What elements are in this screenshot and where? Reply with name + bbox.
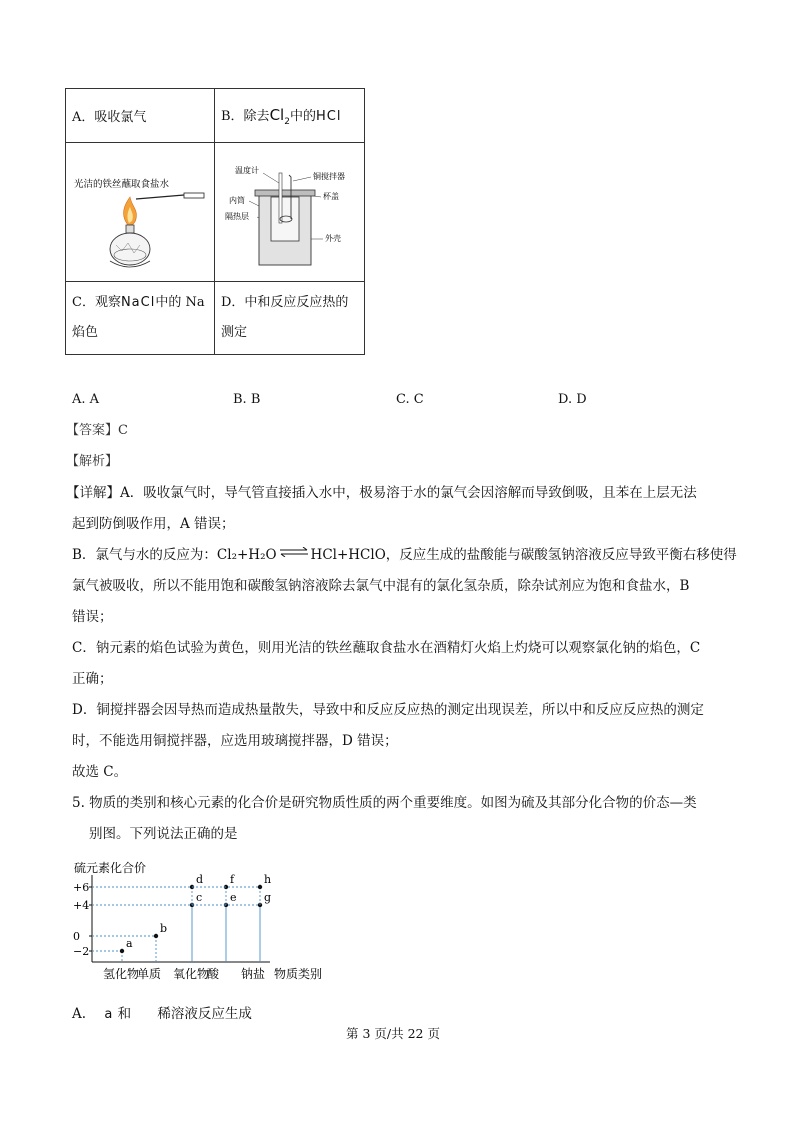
choice-b[interactable]: B. B bbox=[233, 392, 261, 407]
chart-point-label: g bbox=[264, 891, 272, 904]
chart-point-label: e bbox=[230, 891, 237, 904]
option-c-cell bbox=[66, 282, 215, 355]
chart-y-tick-label: −2 bbox=[73, 945, 90, 958]
chart-category-label: 钠盐 bbox=[241, 967, 266, 981]
choice-c[interactable]: C. C bbox=[396, 392, 424, 407]
chart-point-label: c bbox=[196, 891, 203, 904]
chart-point-label: f bbox=[230, 873, 235, 886]
flame-test-caption: 光洁的铁丝蘸取食盐水 bbox=[74, 179, 170, 190]
chart-point-label: h bbox=[264, 873, 272, 886]
svg-text:温度计: 温度计 bbox=[235, 166, 259, 175]
svg-text:外壳: 外壳 bbox=[325, 234, 341, 243]
answer-line: 【答案】C bbox=[66, 423, 128, 438]
analysis-line-2: 起到防倒吸作用，A 错误； bbox=[72, 516, 235, 532]
chart-point bbox=[258, 885, 262, 889]
chart-category-label: 氢化物 bbox=[103, 967, 140, 981]
chart-category-label: 单质 bbox=[137, 967, 162, 981]
analysis-line-1: 【详解】A．吸收氯气时，导气管直接插入水中，极易溶于水的氯气会因溶解而导致倒吸，且苯在上层无法 bbox=[66, 485, 697, 501]
option-c-prefix: C．观察 bbox=[72, 295, 121, 310]
chart-point-label: b bbox=[160, 922, 168, 935]
chart-category-label: 酸 bbox=[207, 967, 220, 981]
chart-y-tick-label: +6 bbox=[73, 881, 90, 894]
svg-text:隔热层: 隔热层 bbox=[225, 212, 249, 221]
q5-option-a[interactable]: A. a 和 稀溶液反应生成 bbox=[72, 1006, 252, 1022]
nacl-formula: NaCl bbox=[120, 295, 156, 310]
analysis-line-9: 时，不能选用铜搅拌器，应选用玻璃搅拌器，D 错误； bbox=[72, 733, 398, 749]
analysis-tag: 【解析】 bbox=[66, 454, 119, 469]
chart-y-tick-label: +4 bbox=[73, 899, 90, 912]
svg-text:杯盖: 杯盖 bbox=[323, 192, 339, 201]
option-a-label: A．吸收氯气 bbox=[72, 110, 147, 125]
analysis-line-8: D．铜搅拌器会因导热而造成热量散失，导致中和反应反应热的测定出现误差，所以中和反应反应热的测定 bbox=[72, 702, 704, 718]
sulfur-valence-chart bbox=[60, 855, 360, 985]
page-footer: 第 3 页/共 22 页 bbox=[346, 1026, 440, 1041]
chart-point-label: d bbox=[196, 873, 204, 886]
option-d-cell bbox=[215, 282, 365, 355]
calorimeter-image-cell bbox=[215, 143, 365, 282]
analysis-line-4: 氯气被吸收，所以不能用饱和碳酸氢钠溶液除去氯气中混有的氯化氢杂质，除杂试剂应为饱和食盐水，B bbox=[72, 578, 690, 594]
chart-point-label: a bbox=[126, 937, 133, 950]
question-5-line-1: 5. 物质的类别和核心元素的化合价是研究物质性质的两个重要维度。如图为硫及其部分化合物的价态—类 bbox=[72, 795, 697, 811]
option-table bbox=[65, 88, 365, 355]
analysis-line-7: 正确； bbox=[72, 671, 113, 687]
option-d-line2: 测定 bbox=[221, 325, 248, 340]
option-a-cell bbox=[66, 89, 215, 143]
cl2-formula: $Cl_2$ bbox=[269, 105, 290, 127]
choice-a[interactable]: A. A bbox=[72, 392, 100, 407]
hcl-formula: HCl bbox=[315, 108, 342, 124]
option-d-line1: D．中和反应反应热的 bbox=[221, 295, 349, 310]
option-c-line2: 焰色 bbox=[72, 325, 99, 340]
flame-test-image bbox=[66, 143, 214, 277]
svg-text:铜搅拌器: 铜搅拌器 bbox=[313, 172, 345, 181]
option-b-mid: 中的 bbox=[289, 108, 316, 124]
chart-point bbox=[120, 949, 124, 953]
option-b-prefix: B．除去 bbox=[221, 108, 270, 124]
chart-x-axis-label: 物质类别 bbox=[274, 967, 323, 981]
chart-category-label: 氧化物 bbox=[173, 967, 210, 981]
option-b-cell bbox=[215, 89, 365, 143]
analysis-line-10: 故选 C。 bbox=[72, 764, 128, 780]
svg-text:内筒: 内筒 bbox=[229, 196, 245, 205]
equilibrium-arrow-icon bbox=[279, 543, 309, 553]
choice-d[interactable]: D. D bbox=[558, 392, 587, 407]
analysis-line-5: 错误； bbox=[72, 609, 113, 625]
calorimeter-image bbox=[215, 143, 363, 277]
flame-test-image-cell bbox=[66, 143, 215, 282]
option-c-suffix: 中的 Na bbox=[155, 295, 205, 310]
chart-point bbox=[154, 934, 158, 938]
analysis-line-6: C．钠元素的焰色试验为黄色，则用光洁的铁丝蘸取食盐水在酒精灯火焰上灼烧可以观察氯化钠的焰色，C bbox=[72, 640, 701, 656]
chart-y-axis-label: 硫元素化合价 bbox=[74, 861, 147, 875]
analysis-line-3: B．氯气与水的反应为：Cl₂+H₂O HCl+HClO，反应生成的盐酸能与碳酸氢钠溶液反应导致平衡右移使得 bbox=[72, 545, 737, 565]
question-5-line-2: 别图。下列说法正确的是 bbox=[89, 826, 238, 842]
chart-y-tick-label: 0 bbox=[73, 930, 80, 943]
